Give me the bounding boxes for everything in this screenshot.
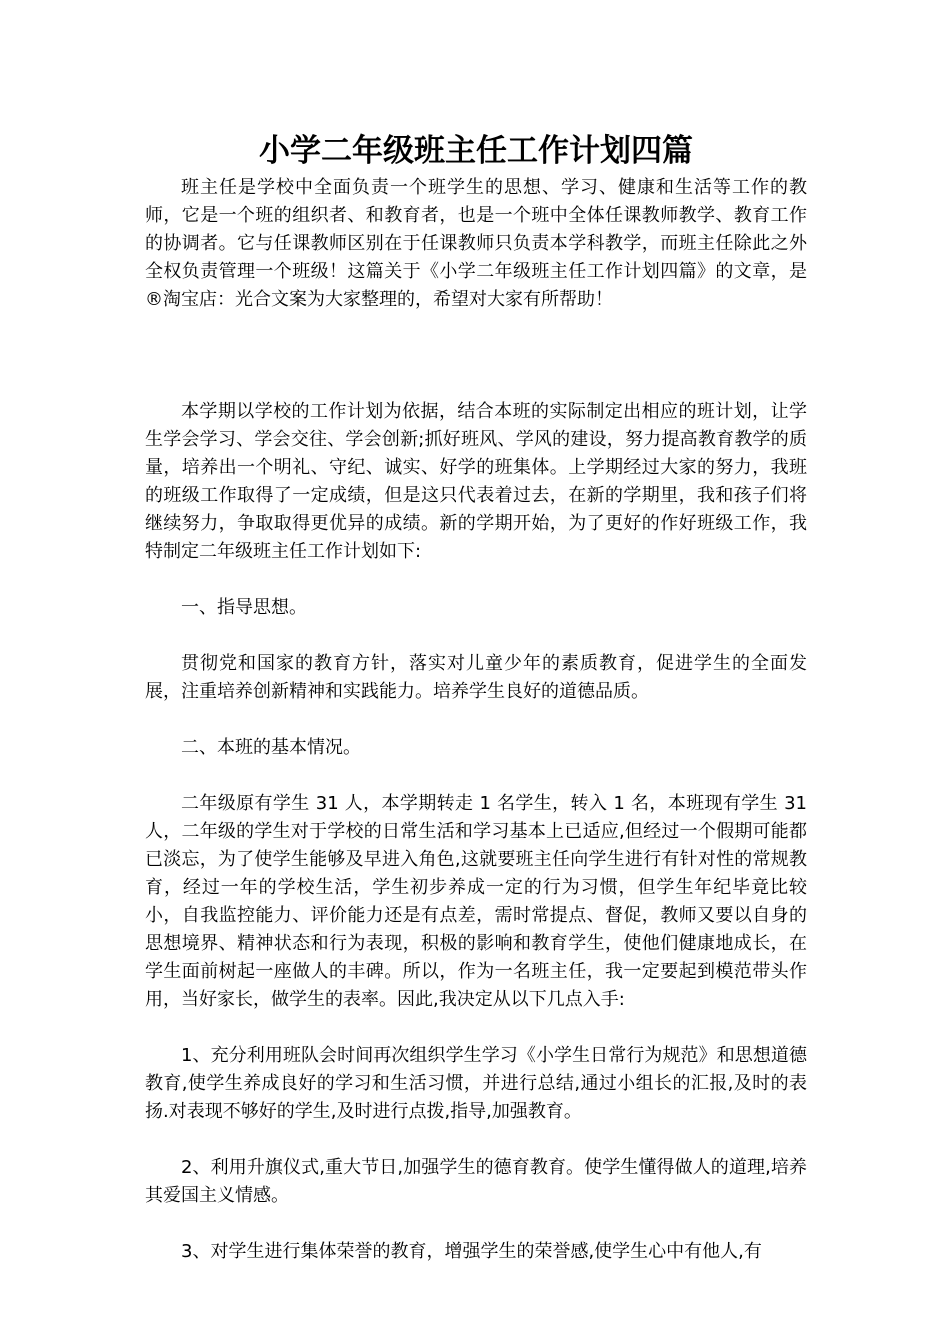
spacer <box>145 622 807 650</box>
spacer <box>145 762 807 790</box>
spacer <box>145 1210 807 1238</box>
spacer <box>145 1126 807 1154</box>
body-paragraph: 本学期以学校的工作计划为依据，结合本班的实际制定出相应的班计划，让学生学会学习、学会交往、学会创新;抓好班风、学风的建设，努力提高教育教学的质量，培养出一个明礼、守纪、诚实、好学的班集体。上学期经过大家的努力，我班的班级工作取得了一定成绩，但是这只代表着过去，在新的学期里，我和孩子们将继续努力，争取取得更优异的成绩。新的学期开始，为了更好的作好班级工作，我特制定二年级班主任工作计划如下: <box>145 401 807 562</box>
list-item: 3、对学生进行集体荣誉的教育，增强学生的荣誉感,使学生心中有他人,有 <box>181 1241 762 1262</box>
spacer <box>145 1014 807 1042</box>
spacer <box>145 566 807 594</box>
document-page <box>145 128 807 1266</box>
section-heading: 二、本班的基本情况。 <box>181 737 361 758</box>
list-item: 2、利用升旗仪式,重大节日,加强学生的德育教育。使学生懂得做人的道理,培养其爱国主义情感。 <box>145 1157 807 1206</box>
intro-paragraph: 班主任是学校中全面负责一个班学生的思想、学习、健康和生活等工作的教师，它是一个班的组织者、和教育者，也是一个班中全体任课教师教学、教育工作的协调者。它与任课教师区别在于任课教师只负责本学科教学，而班主任除此之外全权负责管理一个班级！这篇关于《小学二年级班主任工作计划四篇》的文章，是®淘宝店：光合文案为大家整理的，希望对大家有所帮助！ <box>145 177 807 310</box>
section-heading: 一、指导思想。 <box>181 597 307 618</box>
body-paragraph: 二年级原有学生 31 人，本学期转走 1 名学生，转入 1 名，本班现有学生 31 人，二年级的学生对于学校的日常生活和学习基本上已适应,但经过一个假期可能都已淡忘，为了使学生能够及早进入角色,这就要班主任向学生进行有针对性的常规教育，经过一年的学校生活，学生初步养成一定的行为习惯，但学生年纪毕竟比较小，自我监控能力、评价能力还是有点差，需时常提点、督促，教师又要以自身的思想境界、精神状态和行为表现，积极的影响和教育学生，使他们健康地成长，在学生面前树起一座做人的丰碑。所以，作为一名班主任，我一定要起到模范带头作用，当好家长，做学生的表率。因此,我决定从以下几点入手: <box>145 793 807 1010</box>
list-item: 1、充分利用班队会时间再次组织学生学习《小学生日常行为规范》和思想道德教育,使学生养成良好的学习和生活习惯，并进行总结,通过小组长的汇报,及时的表扬.对表现不够好的学生,及时进行点拨,指导,加强教育。 <box>145 1045 807 1122</box>
spacer <box>145 706 807 734</box>
spacer <box>145 314 807 398</box>
document-title: 小学二年级班主任工作计划四篇 <box>259 133 693 169</box>
body-paragraph: 贯彻党和国家的教育方针，落实对儿童少年的素质教育，促进学生的全面发展，注重培养创新精神和实践能力。培养学生良好的道德品质。 <box>145 653 807 702</box>
